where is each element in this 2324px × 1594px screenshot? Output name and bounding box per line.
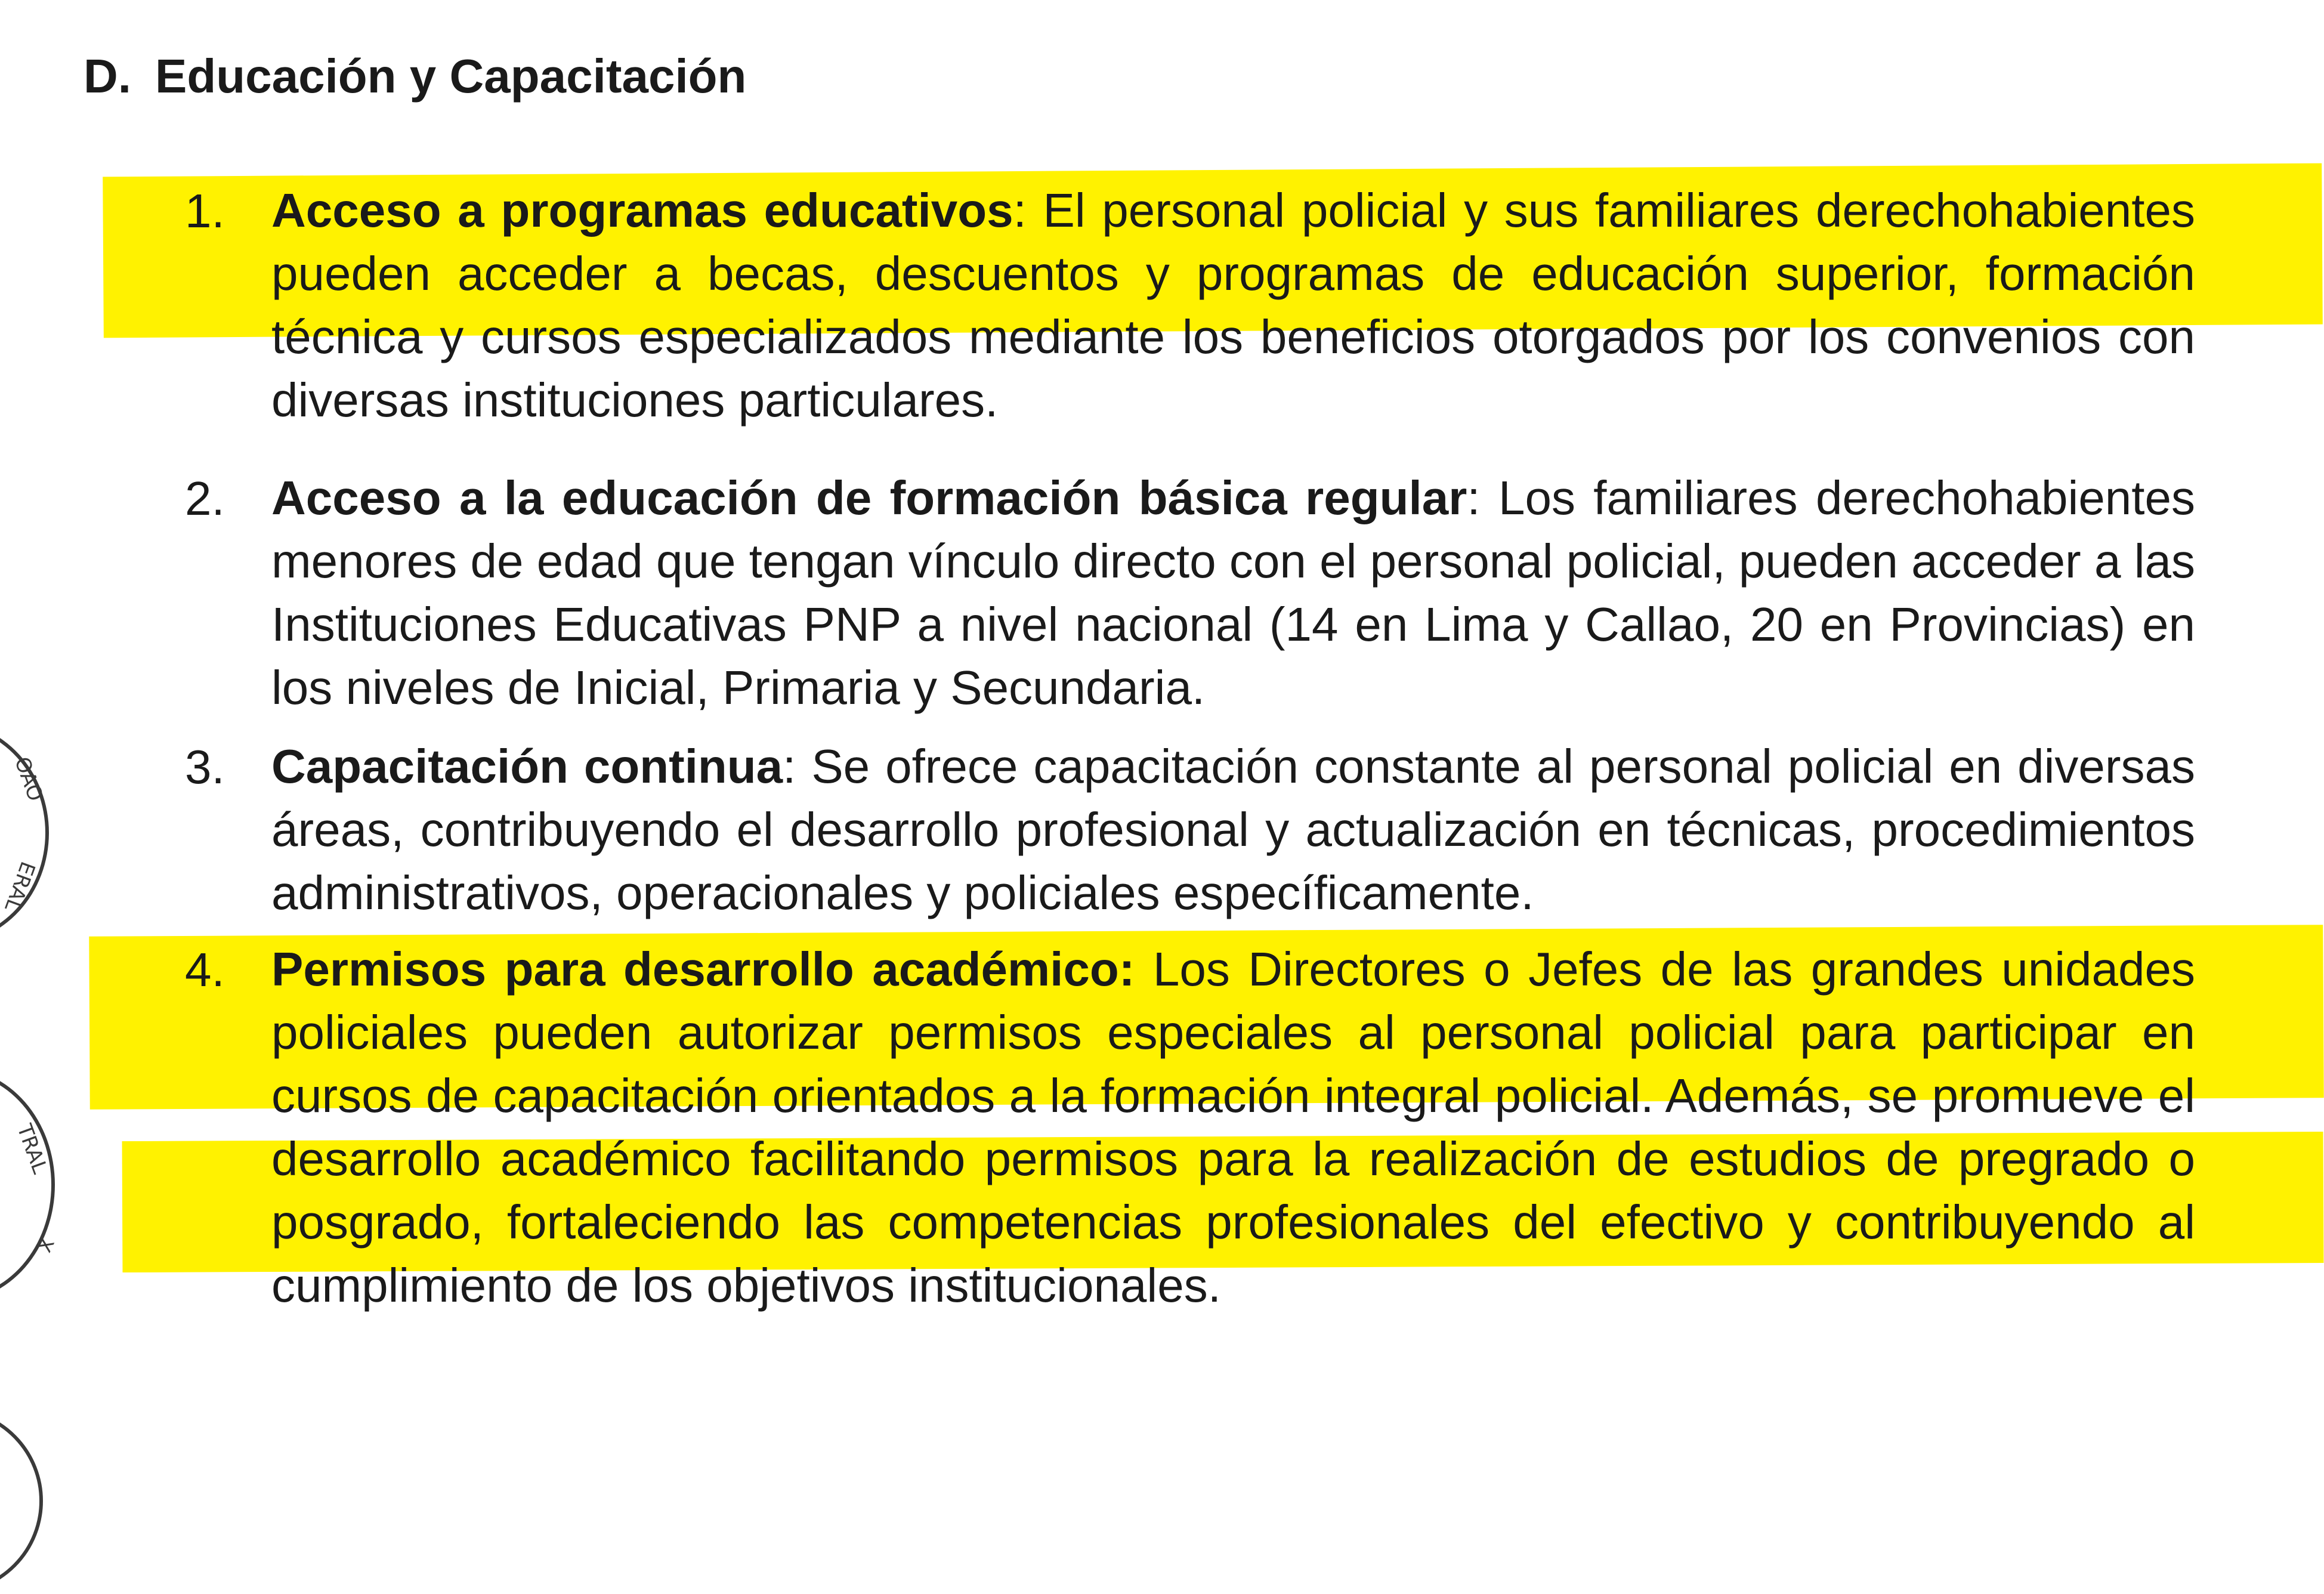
item-number: 3.	[185, 740, 225, 793]
stamp-lettering: OAO	[10, 753, 48, 805]
item-title: Permisos para desarrollo académico:	[271, 943, 1135, 996]
item-paragraph	[271, 735, 2195, 925]
item-body: Los familiares derechohabientes menores de edad que tengan vínculo directo con el personal policial, pueden acceder a las Instituciones Educativas PNP a nivel nacional (14 en Lima y Callao, 20 en Provincias) en los niveles de Inicial, Primaria y Secundaria.	[271, 471, 2196, 714]
item-title: Acceso a la educación de formación básica regular	[271, 471, 1467, 524]
item-paragraph	[271, 938, 2195, 1317]
item-title: Acceso a programas educativos	[271, 184, 1013, 237]
section-heading	[84, 49, 746, 104]
official-stamp	[0, 1068, 58, 1302]
item-separator: :	[1467, 471, 1498, 524]
item-paragraph	[271, 179, 2195, 432]
official-stamp	[0, 1408, 43, 1594]
item-title: Capacitación continua	[271, 740, 783, 793]
item-number: 1.	[185, 184, 225, 237]
item-separator	[1135, 943, 1152, 996]
section-title: Educación y Capacitación	[155, 50, 747, 103]
stamp-lettering: ERAL	[0, 858, 40, 915]
item-body: Se ofrece capacitación constante al personal policial en diversas áreas, contribuyendo el desarrollo profesional y actualización en técnicas, procedimientos administrativos, operacionales y policiales específicamente.	[271, 740, 2196, 919]
item-separator: :	[1013, 184, 1043, 237]
section-letter: D.	[84, 50, 131, 103]
stamp-lettering: X	[30, 1232, 58, 1256]
item-body: Los Directores o Jefes de las grandes unidades policiales pueden autorizar permisos especiales al personal policial para participar en cursos de capacitación orientados a la formación integral policial. Además, se promueve el desarrollo académico facilitando permisos para la realización de estudios de pregrado o posgrado, fortaleciendo las competencias profesionales del efectivo y contribuyendo al cumplimiento de los objetivos institucionales.	[271, 943, 2195, 1312]
item-number: 4.	[185, 943, 225, 996]
item-body: El personal policial y sus familiares derechohabientes pueden acceder a becas, descuentos y programas de educación superior, formación técnica y cursos especializados mediante los beneficios otorgados por los convenios con diversas instituciones particulares.	[271, 184, 2196, 427]
item-number: 2.	[185, 472, 225, 525]
official-stamp	[0, 722, 49, 944]
item-paragraph	[271, 467, 2195, 719]
item-separator: :	[783, 740, 812, 793]
stamp-lettering: TRAL	[12, 1121, 52, 1177]
